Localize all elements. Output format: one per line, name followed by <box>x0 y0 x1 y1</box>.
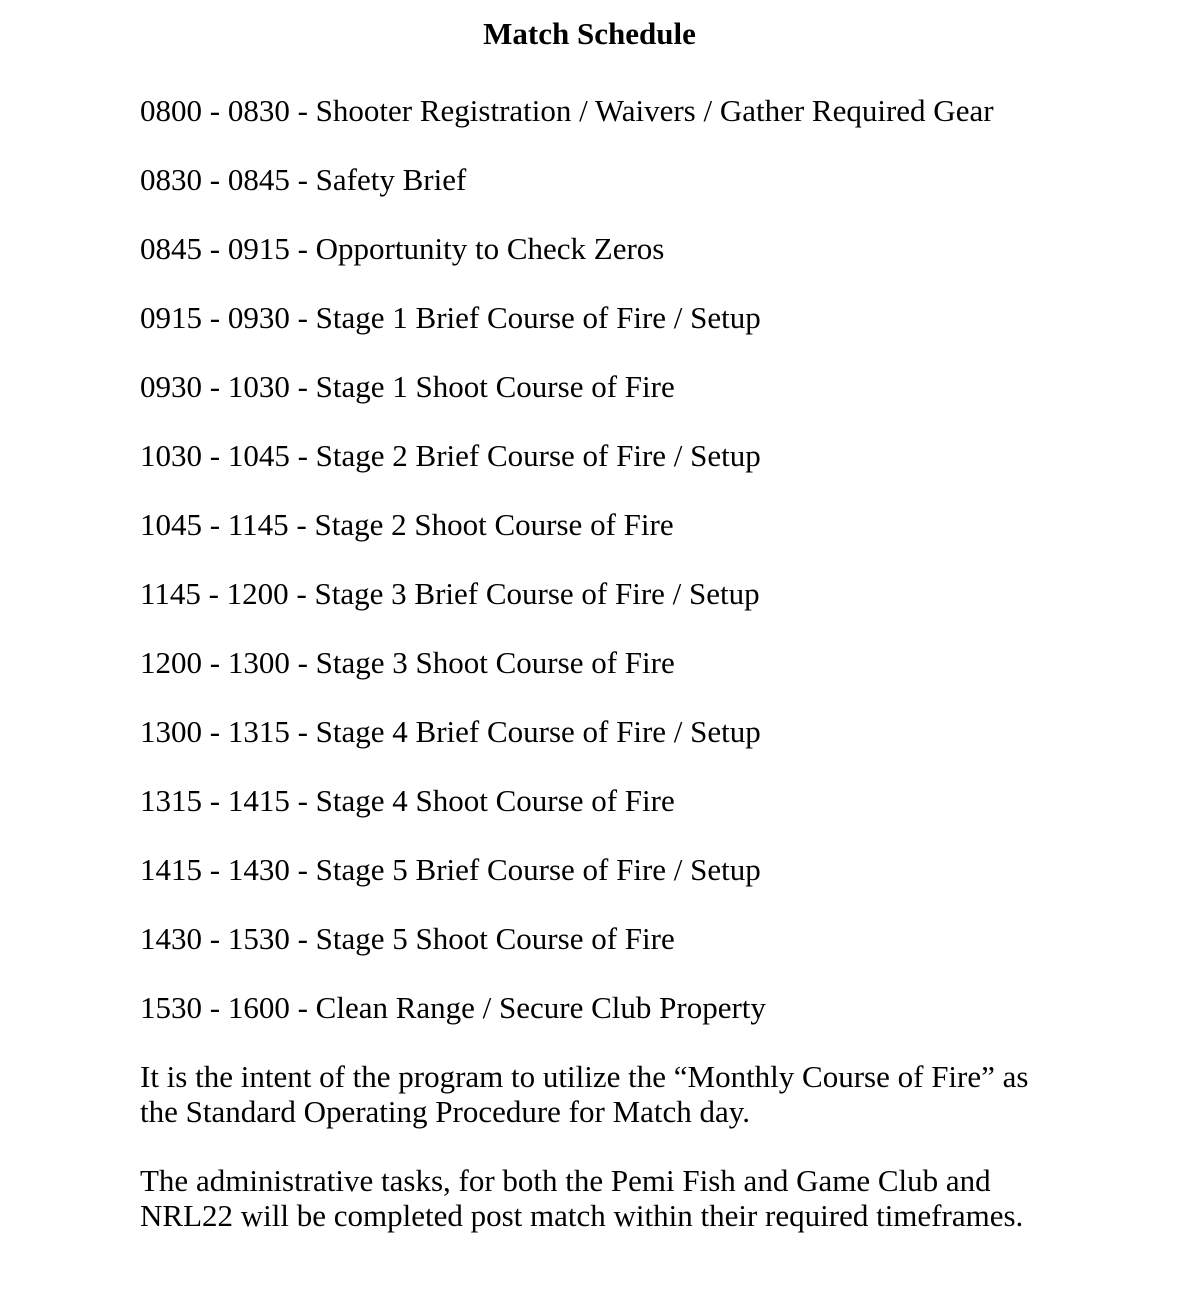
schedule-item-time: 0915 - 0930 <box>140 300 290 335</box>
schedule-item-activity: Clean Range / Secure Club Property <box>315 990 766 1025</box>
schedule-item-activity: Stage 5 Shoot Course of Fire <box>315 921 675 956</box>
schedule-item <box>140 231 1179 266</box>
schedule-item <box>140 438 1179 473</box>
schedule-item-activity: Stage 2 Brief Course of Fire / Setup <box>315 438 761 473</box>
schedule-item-time: 1530 - 1600 <box>140 990 290 1025</box>
paragraph-line: NRL22 will be completed post match within their required timeframes. <box>140 1198 1024 1233</box>
paragraph-line: the Standard Operating Procedure for Match day. <box>140 1094 751 1129</box>
closing-paragraphs <box>140 1059 1179 1233</box>
schedule-item-separator: - <box>289 300 316 335</box>
schedule-item <box>140 645 1179 680</box>
schedule-item-separator: - <box>289 921 316 956</box>
schedule-item-time: 1315 - 1415 <box>140 783 290 818</box>
schedule-item-separator: - <box>289 438 316 473</box>
schedule-item <box>140 921 1179 956</box>
schedule-item <box>140 714 1179 749</box>
schedule-item <box>140 576 1179 611</box>
page-title: Match Schedule <box>483 16 696 51</box>
schedule-item-time: 1415 - 1430 <box>140 852 290 887</box>
schedule-item-activity: Safety Brief <box>315 162 467 197</box>
paragraph-admin-tasks <box>140 1163 1179 1233</box>
schedule-item-separator: - <box>289 93 316 128</box>
schedule-item <box>140 300 1179 335</box>
schedule-item-separator: - <box>288 507 315 542</box>
schedule-item-time: 1045 - 1145 <box>140 507 289 542</box>
schedule-item-activity: Stage 4 Shoot Course of Fire <box>315 783 675 818</box>
schedule-item-separator: - <box>289 990 316 1025</box>
schedule-item-separator: - <box>289 231 316 266</box>
schedule-item <box>140 93 1179 128</box>
schedule-list <box>140 93 1179 1025</box>
schedule-item-activity: Stage 3 Shoot Course of Fire <box>315 645 675 680</box>
schedule-item-time: 0830 - 0845 <box>140 162 290 197</box>
schedule-item-activity: Stage 3 Brief Course of Fire / Setup <box>314 576 760 611</box>
paragraph-line: The administrative tasks, for both the Pemi Fish and Game Club and <box>140 1163 991 1198</box>
schedule-item-time: 0845 - 0915 <box>140 231 290 266</box>
schedule-item-separator: - <box>288 576 315 611</box>
paragraph-line: It is the intent of the program to utilize the “Monthly Course of Fire” as <box>140 1059 1029 1094</box>
schedule-item-separator: - <box>289 645 316 680</box>
schedule-item-time: 1145 - 1200 <box>140 576 289 611</box>
schedule-item-separator: - <box>289 714 316 749</box>
schedule-item <box>140 369 1179 404</box>
schedule-item-time: 0930 - 1030 <box>140 369 290 404</box>
schedule-item-time: 1430 - 1530 <box>140 921 290 956</box>
schedule-item-separator: - <box>289 783 316 818</box>
schedule-item-separator: - <box>289 852 316 887</box>
schedule-item-time: 1030 - 1045 <box>140 438 290 473</box>
schedule-item <box>140 507 1179 542</box>
schedule-item-activity: Stage 1 Brief Course of Fire / Setup <box>315 300 761 335</box>
schedule-item <box>140 852 1179 887</box>
schedule-item-activity: Opportunity to Check Zeros <box>315 231 665 266</box>
schedule-item <box>140 783 1179 818</box>
schedule-item-time: 1200 - 1300 <box>140 645 290 680</box>
schedule-item-activity: Stage 1 Shoot Course of Fire <box>315 369 675 404</box>
schedule-item-activity: Stage 4 Brief Course of Fire / Setup <box>315 714 761 749</box>
schedule-item-separator: - <box>289 162 316 197</box>
schedule-item <box>140 162 1179 197</box>
schedule-item <box>140 990 1179 1025</box>
schedule-item-activity: Stage 5 Brief Course of Fire / Setup <box>315 852 761 887</box>
schedule-item-time: 1300 - 1315 <box>140 714 290 749</box>
schedule-item-time: 0800 - 0830 <box>140 93 290 128</box>
paragraph-intent <box>140 1059 1179 1129</box>
schedule-item-activity: Stage 2 Shoot Course of Fire <box>314 507 674 542</box>
schedule-item-activity: Shooter Registration / Waivers / Gather Required Gear <box>315 93 994 128</box>
schedule-item-separator: - <box>289 369 316 404</box>
